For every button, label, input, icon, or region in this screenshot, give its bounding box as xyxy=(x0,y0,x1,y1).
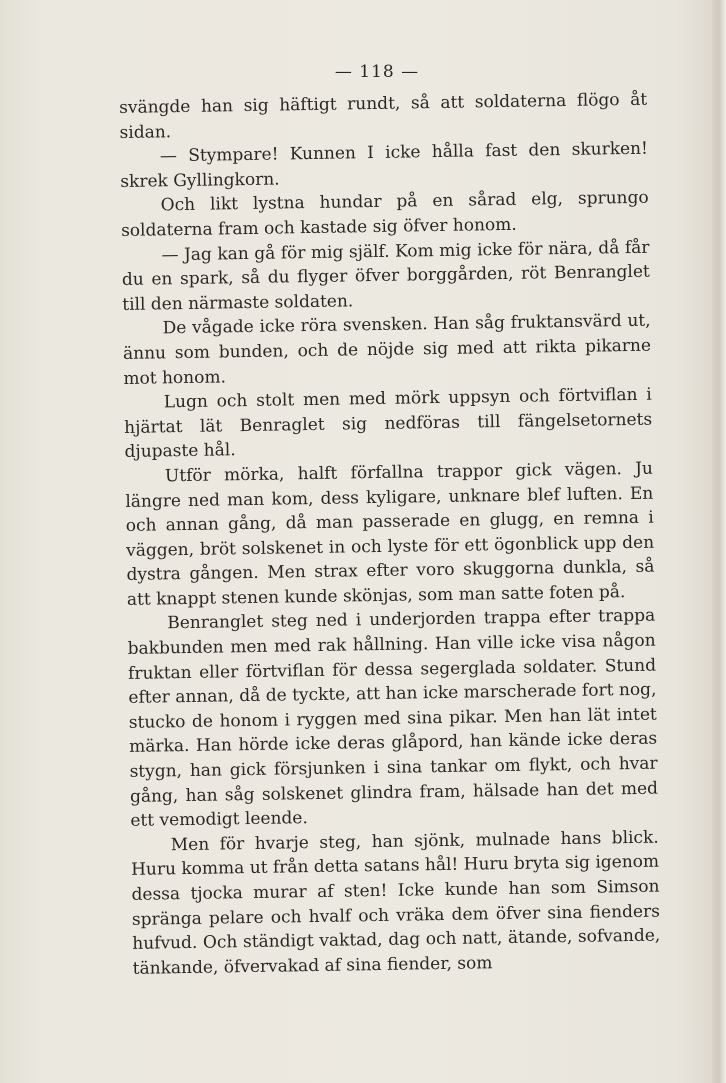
paragraph: De vågade icke röra svensken. Han såg fruktansvärd ut, ännu som bunden, och de nöjde sig med att rikta pikarne mot honom. xyxy=(122,311,652,389)
paragraph: svängde han sig häftigt rundt, så att soldaterna flögo åt sidan. xyxy=(119,89,648,143)
paragraph: Lugn och stolt men med mörk uppsyn och förtviflan i hjärtat lät Benraglet sig nedföras till fängelsetornets djupaste hål. xyxy=(124,384,653,463)
paragraph: Och likt lystna hundar på en sårad elg, sprungo soldaterna fram och kastade sig öfver honom. xyxy=(120,188,649,241)
paragraph: Benranglet steg ned i underjorden trappa efter trappa bakbunden men med rak hållning. Han ville icke visa någon fruktan eller förtviflan för dessa segerglada soldater. Stund efter annan, då de tyckte, att han icke marscherade fort nog, stucko de honom i ryggen med sina pikar. Men han lät intet märka. Han hörde icke deras glåpord, han kände icke deras stygn, han gick försjunken i sina tankar om flykt, och hvar gång, han såg solskenet glindra fram, hälsade han det med ett vemodigt leende. xyxy=(127,606,659,832)
page-edge xyxy=(712,0,726,1083)
paragraph: — Jag kan gå för mig själf. Kom mig icke för nära, då får du en spark, så du flyger öfver borggården, röt Benranglet till den närmaste soldaten. xyxy=(121,237,650,315)
page-body xyxy=(119,88,661,982)
paragraph: Utför mörka, halft förfallna trappor gick vägen. Ju längre ned man kom, dess kyligare, unknare blef luften. En och annan gång, då man passerade en glugg, en remna i väggen, bröt solskenet in och lyste för ett ögonblick upp den dystra gången. Men strax efter voro skuggorna dunkla, så att knappt stenen kunde skönjas, som man satte foten på. xyxy=(125,458,655,610)
paragraph: — Stympare! Kunnen I icke hålla fast den skurken! skrek Gyllingkorn. xyxy=(120,138,649,192)
page-number: — 118 — xyxy=(334,62,420,82)
paragraph: Men för hvarje steg, han sjönk, mulnade hans blick. Huru komma ut från detta satans hål! Huru bryta sig igenom dessa tjocka murar af sten! Icke kunde han som Simson spränga pelare och hvalf och vräka dem öfver sina fienders hufvud. Och ständigt vaktad, dag och natt, ätande, sofvande, tänkande, öfvervakad af sina fiender, som xyxy=(131,827,661,979)
